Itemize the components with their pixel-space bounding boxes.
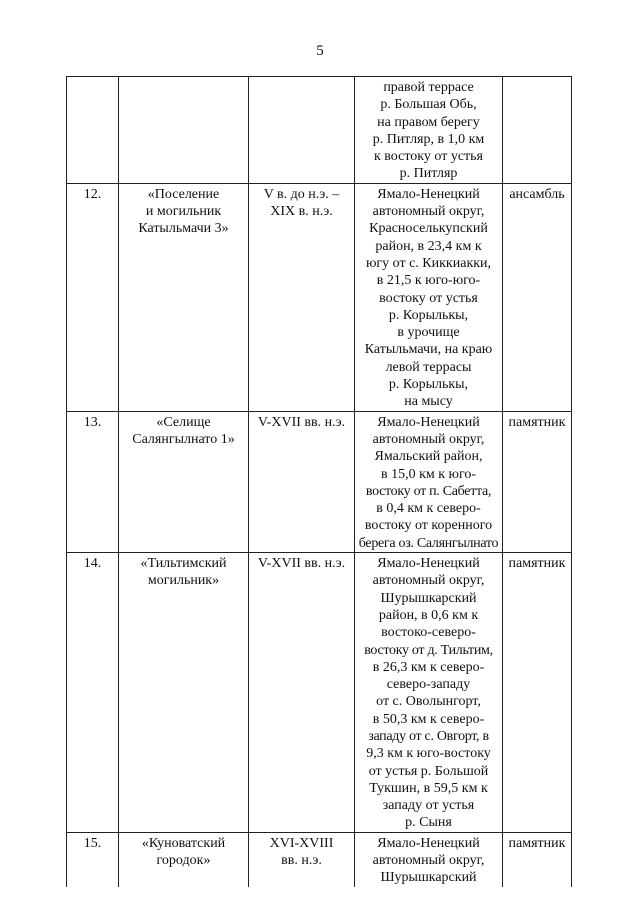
location-line: р. Сыня [405,815,452,831]
dating-line: XVI-XVIII [269,835,334,851]
location-cell [355,77,503,184]
location-line: в урочище [397,325,460,341]
row-number-cell [67,553,119,833]
location-cell [355,411,503,552]
table-row [67,77,572,184]
location-line: автономный округ, [372,853,485,869]
location-line: 9,3 км к юго-востоку [366,746,491,762]
category-cell [503,183,572,411]
location-line: северо-западу [386,677,471,693]
site-name-line: «Поселение [147,186,220,202]
dating-cell [249,77,355,184]
location-line: Ямало-Ненецкий [377,835,480,851]
location-line: Ямало-Ненецкий [377,186,480,202]
location-cell [355,832,503,886]
dating-cell [249,411,355,552]
location-line: Ямало-Ненецкий [377,556,480,572]
category-cell [503,832,572,886]
heritage-sites-table [66,76,572,887]
location-line: от устья р. Большой [368,763,489,779]
dating-cell [249,832,355,886]
dating-line: XIX в. н.э. [270,204,333,220]
location-line: Катыльмачи, на краю [364,342,493,358]
row-number-cell [67,183,119,411]
location-line: автономный округ, [372,431,485,447]
location-line: р. Корылькы, [388,307,469,323]
location-line: на мысу [404,394,453,410]
category-label: памятник [508,414,566,430]
location-line: в 0,4 км к северо- [376,501,481,517]
site-name-line: городок» [156,853,211,869]
category-label: памятник [508,556,566,572]
row-number-cell [67,411,119,552]
location-line: Шурышкарский [380,870,477,886]
dating-line: V в. до н.э. – [263,186,340,202]
location-line: востоку от п. Сабетта, [365,483,492,499]
location-line: востоку от устья [379,290,478,306]
site-name-cell [119,832,249,886]
row-number-cell [67,832,119,886]
location-line: берега оз. Салянгылнато [358,535,499,551]
category-label: памятник [508,835,566,851]
location-line: правой террасе [383,80,474,95]
page-number: 5 [316,43,324,59]
site-name-line: «Тильтимский [140,556,227,572]
location-line: востоку от д. Тильтим, [364,642,493,658]
site-name-line: Катыльмачи 3» [138,221,229,237]
location-line: западу от с. Овгорт, в [368,728,489,744]
location-line: в 26,3 км к северо- [372,659,485,675]
row-number: 14. [83,556,102,572]
location-line: левой террасы [385,359,472,375]
location-line: в 21,5 к юго-юго- [376,273,481,289]
location-line: востоку от коренного [364,518,493,534]
location-line: Шурышкарский [380,590,477,606]
row-number-cell [67,77,119,184]
dating-cell [249,553,355,833]
category-cell [503,553,572,833]
dating-line: V-XVII вв. н.э. [257,556,346,572]
table-row [67,183,572,411]
location-line: район, в 0,6 км к [378,607,479,623]
location-line: в 50,3 км к северо- [372,711,485,727]
site-name-line: «Куноватский [141,835,226,851]
location-line: от с. Оволынгорт, [376,694,481,710]
site-name-cell [119,553,249,833]
row-number: 12. [83,186,102,202]
location-cell [355,183,503,411]
location-line: в 15,0 км к юго- [380,466,477,482]
dating-line: V-XVII вв. н.э. [257,414,346,430]
table-row [67,411,572,552]
location-line: западу от устья [382,798,475,814]
row-number: 13. [83,414,102,430]
location-line: Ямальский район, [374,449,483,465]
location-cell [355,553,503,833]
site-name-cell [119,411,249,552]
location-line: район, в 23,4 км к [375,238,482,254]
location-line: на правом берегу [377,114,480,130]
location-line: автономный округ, [372,204,485,220]
category-cell [503,77,572,184]
category-cell [503,411,572,552]
site-name-line: могильник» [147,573,220,589]
location-line: р. Питляр [399,166,458,182]
site-name-line: «Селище [156,414,211,430]
location-line: автономный округ, [372,573,485,589]
category-label: ансамбль [509,186,565,202]
location-line: Ямало-Ненецкий [377,414,480,430]
location-line: югу от с. Киккиакки, [365,255,492,271]
location-line: Красноселькупский [369,221,488,237]
location-line: р. Корылькы, [388,377,469,393]
dating-line: вв. н.э. [281,853,322,869]
location-line: Тукшин, в 59,5 км к [369,780,488,796]
location-line: р. Питляр, в 1,0 км [372,131,485,147]
table-row [67,553,572,833]
dating-cell [249,183,355,411]
location-line: востоко-северо- [381,625,476,641]
site-name-line: и могильник [145,204,222,220]
table-body [67,77,572,887]
site-name-line: Салянгылнато 1» [132,431,235,447]
location-line: р. Большая Обь, [380,97,477,113]
row-number: 15. [83,835,102,851]
site-name-cell [119,183,249,411]
table-row [67,832,572,886]
location-line: к востоку от устья [373,149,483,165]
site-name-cell [119,77,249,184]
